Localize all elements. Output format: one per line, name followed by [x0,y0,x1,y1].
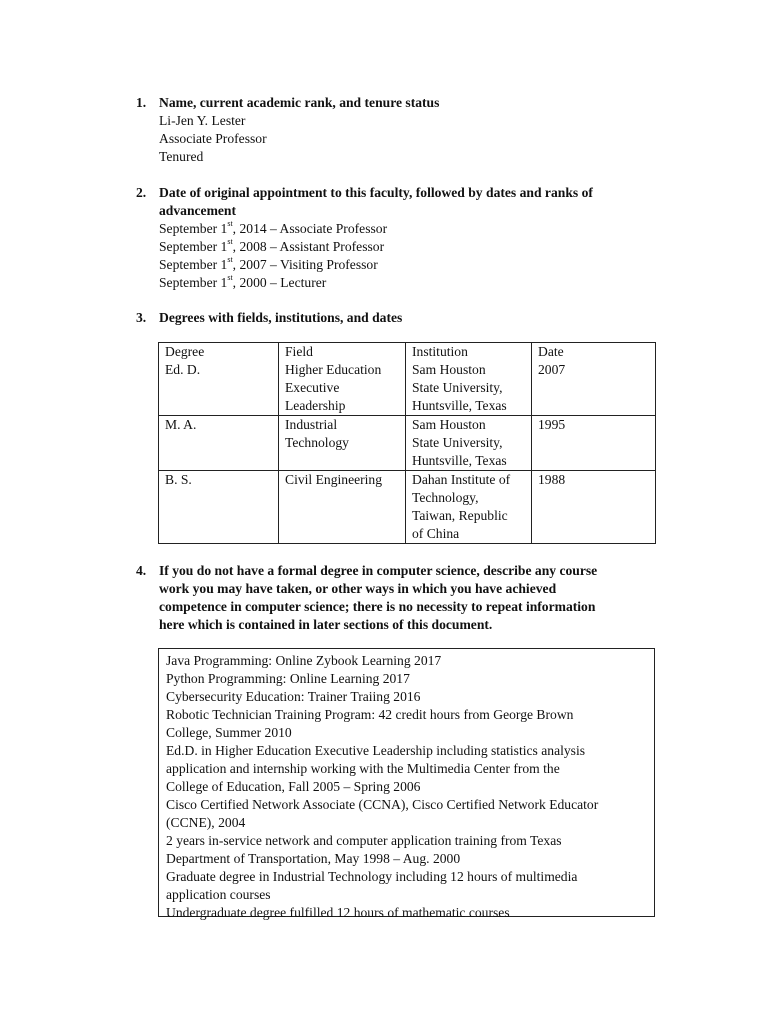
header-institution: Institution [406,343,532,362]
competence-box [158,648,655,920]
table-header-row [159,343,656,362]
table-row [159,416,656,471]
section-number: 4. [136,563,147,578]
section-number: 3. [136,310,147,325]
section-heading-line: work you may have taken, or other ways in which you have achieved [159,581,557,596]
section-heading-line: If you do not have a formal degree in computer science, describe any course [159,563,598,578]
tenure-status: Tenured [159,149,204,164]
header-date: Date [532,343,656,362]
appointment-entry: September 1st, 2000 – Lecturer [159,273,327,290]
faculty-name: Li-Jen Y. Lester [159,113,246,128]
academic-rank: Associate Professor [159,131,267,146]
list-item: Ed.D. in Higher Education Executive Leadership including statistics analysis application and internship working with the Multimedia Center from the College of Education, Fall 2005 – Spring 2006 [166,743,586,794]
list-item: Robotic Technician Training Program: 42 credit hours from George Brown College, Summer 2010 [166,707,574,740]
list-item: Java Programming: Online Zybook Learning 2017 [166,653,442,668]
section-number: 2. [136,185,147,200]
appointment-entry: September 1st, 2014 – Associate Professor [159,219,388,236]
appointment-entry: September 1st, 2007 – Visiting Professor [159,255,378,272]
list-item: Python Programming: Online Learning 2017 [166,671,410,686]
cell-degree: B. S. [159,471,279,544]
cell-institution: Dahan Institute of Technology, Taiwan, Republic of China [406,471,532,544]
section-name-rank [136,94,656,166]
cell-date: 2007 [532,361,656,416]
list-item: Graduate degree in Industrial Technology including 12 hours of multimedia application courses [166,869,578,902]
section-degrees [136,309,656,327]
section-number: 1. [136,95,147,110]
section-heading-line: advancement [159,203,237,218]
table-row [159,361,656,416]
header-field: Field [279,343,406,362]
degrees-table [158,342,656,544]
cell-institution: Sam Houston State University, Huntsville, Texas [406,416,532,471]
section-cs-competence [136,562,656,634]
section-heading-line: here which is contained in later sections of this document. [159,617,493,632]
cell-field: Higher Education Executive Leadership [279,361,406,416]
table-row [159,471,656,544]
cell-institution: Sam Houston State University, Huntsville, Texas [406,361,532,416]
appointment-entry: September 1st, 2008 – Assistant Professor [159,237,385,254]
cell-date: 1988 [532,471,656,544]
header-degree: Degree [159,343,279,362]
list-item: Undergraduate degree fulfilled 12 hours of mathematic courses [166,905,510,920]
cell-date: 1995 [532,416,656,471]
cell-field: Civil Engineering [279,471,406,544]
list-item: Cisco Certified Network Associate (CCNA), Cisco Certified Network Educator (CCNE), 2004 [166,797,599,830]
section-heading-line: competence in computer science; there is no necessity to repeat information [159,599,596,614]
section-appointments [136,184,656,292]
list-item: Cybersecurity Education: Trainer Traiing 2016 [166,689,421,704]
section-heading: Degrees with fields, institutions, and dates [159,310,403,325]
cell-field: Industrial Technology [279,416,406,471]
section-heading-line: Date of original appointment to this faculty, followed by dates and ranks of [159,185,593,200]
list-item: 2 years in-service network and computer application training from Texas Department of Transportation, May 1998 – Aug. 2000 [166,833,562,866]
cell-degree: Ed. D. [159,361,279,416]
section-heading: Name, current academic rank, and tenure status [159,95,440,110]
cell-degree: M. A. [159,416,279,471]
